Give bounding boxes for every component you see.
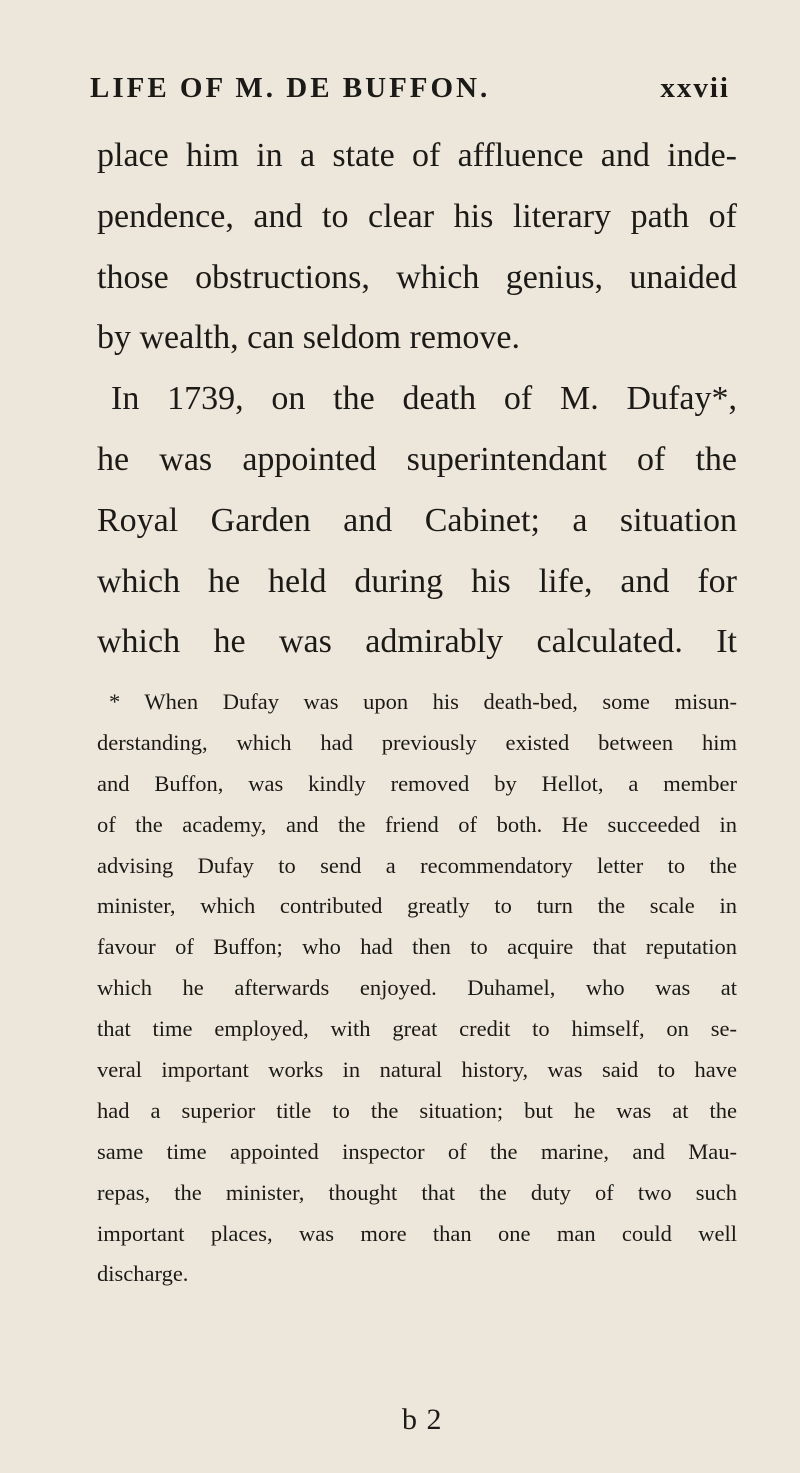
footnote-line: minister, which contributed greatly to turn the scale in <box>97 893 737 919</box>
footnote-line: derstanding, which had previously existed between him <box>97 729 737 755</box>
footnote-line: * When Dufay was upon his death-bed, some misun- <box>109 689 737 714</box>
footnote-line: discharge. <box>97 1261 189 1287</box>
footnote-line: advising Dufay to send a recommendatory letter to the <box>97 852 737 878</box>
text-line: which he was admirably calculated. It <box>97 623 737 661</box>
text-line: by wealth, can seldom remove. <box>97 319 520 357</box>
text-line: In 1739, on the death of M. Dufay*, <box>111 380 737 418</box>
signature-mark: b 2 <box>402 1403 443 1436</box>
footnote-line: that time employed, with great credit to himself, on se- <box>97 1016 737 1042</box>
running-title: LIFE OF M. DE BUFFON. <box>90 72 491 104</box>
footnote <box>97 682 737 1295</box>
text-line: Royal Garden and Cabinet; a situation <box>97 501 737 539</box>
text-line: pendence, and to clear his literary path of <box>97 197 737 235</box>
footnote-line: veral important works in natural history, was said to have <box>97 1057 737 1083</box>
text-line: those obstructions, which genius, unaided <box>97 258 737 296</box>
page-number: xxvii <box>660 72 730 104</box>
footnote-line: of the academy, and the friend of both. He succeeded in <box>97 811 737 837</box>
footnote-line: repas, the minister, thought that the duty of two such <box>97 1179 737 1205</box>
text-line: he was appointed superintendant of the <box>97 440 737 478</box>
footnote-line: favour of Buffon; who had then to acquire that reputation <box>97 934 737 960</box>
main-text <box>97 126 737 673</box>
footnote-line: important places, was more than one man could well <box>97 1220 737 1246</box>
page-header <box>90 72 730 112</box>
footnote-line: had a superior title to the situation; but he was at the <box>97 1097 737 1123</box>
text-line: place him in a state of affluence and inde- <box>97 137 737 174</box>
footnote-line: which he afterwards enjoyed. Duhamel, who was at <box>97 975 737 1001</box>
footnote-line: and Buffon, was kindly removed by Hellot, a member <box>97 770 737 796</box>
footnote-line: same time appointed inspector of the marine, and Mau- <box>97 1138 737 1164</box>
text-line: which he held during his life, and for <box>97 562 737 600</box>
